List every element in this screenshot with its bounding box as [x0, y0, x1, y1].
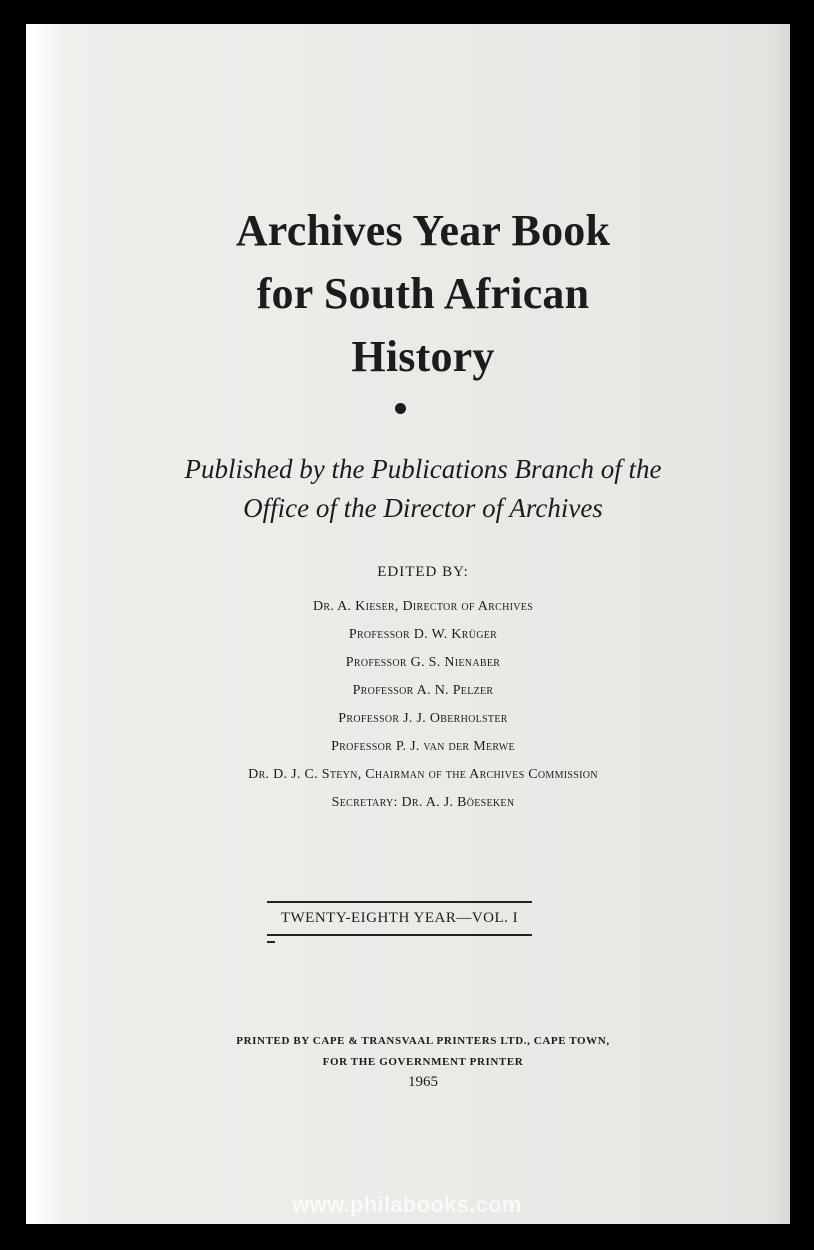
volume-rule-bottom	[267, 934, 532, 936]
volume-label: TWENTY-EIGHTH YEAR—VOL. I	[280, 910, 519, 926]
publisher-line-1: Published by the Publications Branch of the	[184, 454, 662, 484]
volume-rule-top	[267, 901, 532, 903]
page-content	[26, 24, 790, 1224]
edited-by-heading: EDITED BY:	[377, 564, 469, 580]
book-title-line-1: Archives Year Book	[235, 206, 611, 255]
editor-line: Professor G. S. Nienaber	[345, 655, 501, 670]
editor-line: Professor J. J. Oberholster	[338, 711, 508, 726]
book-title-line-3: History	[351, 332, 495, 381]
title-page	[26, 24, 790, 1224]
ornament-dot	[395, 403, 406, 414]
volume-rule-tick	[267, 941, 275, 943]
book-title-line-2: for South African	[256, 269, 590, 318]
editor-line: Professor P. J. van der Merwe	[331, 739, 515, 754]
printer-line-1: PRINTED BY CAPE & TRANSVAAL PRINTERS LTD., CAPE TOWN,	[236, 1035, 610, 1047]
editor-line: Professor D. W. Krüger	[348, 627, 498, 642]
editor-line: Dr. A. Kieser, Director of Archives	[312, 599, 534, 614]
secretary-line: Secretary: Dr. A. J. Böeseken	[331, 795, 515, 810]
editor-line: Dr. D. J. C. Steyn, Chairman of the Archives Commission	[248, 767, 598, 782]
publisher-line-2: Office of the Director of Archives	[243, 493, 603, 523]
printer-line-2: FOR THE GOVERNMENT PRINTER	[322, 1056, 524, 1068]
editor-line: Professor A. N. Pelzer	[352, 683, 494, 698]
watermark-text: www.philabooks.com	[292, 1192, 522, 1217]
publication-year: 1965	[408, 1074, 438, 1090]
